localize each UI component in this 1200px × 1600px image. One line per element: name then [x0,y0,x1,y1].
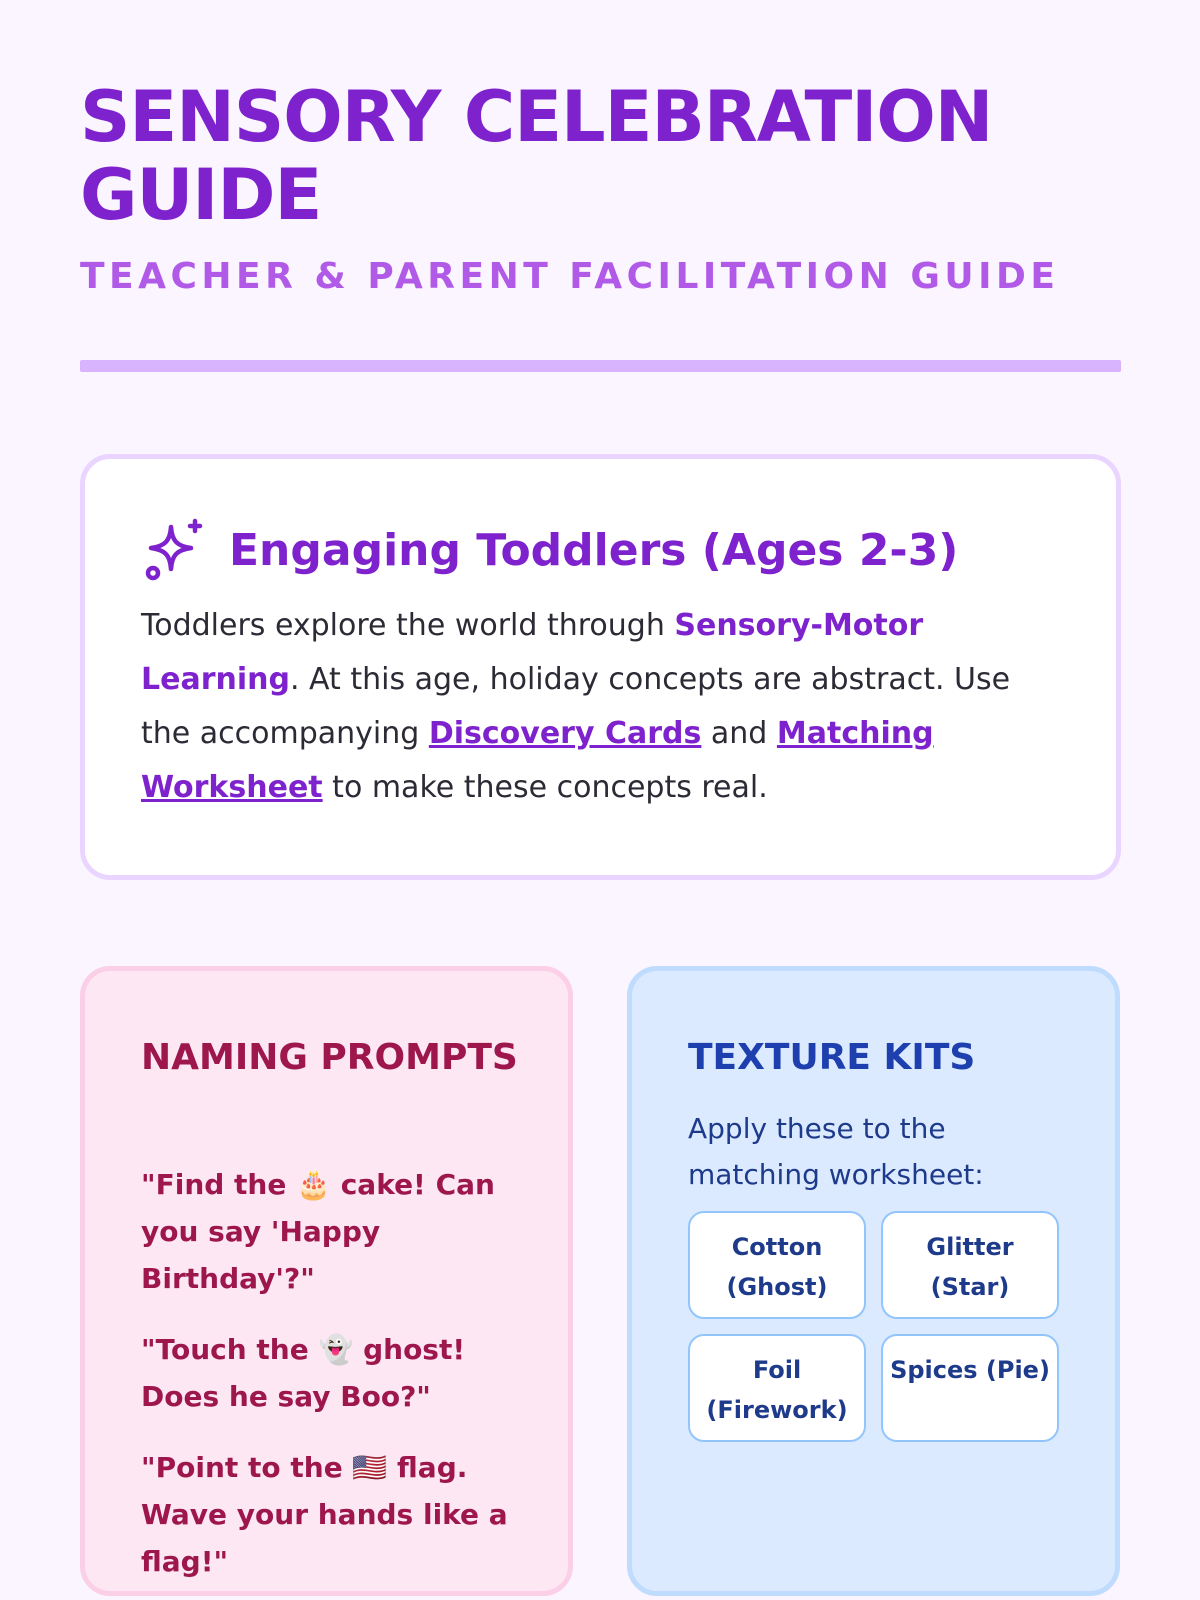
discovery-cards-link[interactable]: Discovery Cards [428,716,702,751]
texture-kits-card [627,966,1120,1596]
page-subtitle: TEACHER & PARENT FACILITATION GUIDE [80,256,1060,297]
texture-chip-spices: Spices (Pie) [881,1334,1059,1442]
prompt-item: "Find the 🎂 cake! Can you say 'Happy Birthday'?" [141,1168,495,1295]
intro-paragraph [141,599,1061,815]
texture-kits-intro: Apply these to the matching worksheet: [688,1112,984,1191]
texture-chip-cotton: Cotton (Ghost) [688,1211,866,1319]
texture-chip-foil: Foil (Firework) [688,1334,866,1442]
intro-text-1: Toddlers explore the world through [141,608,675,643]
intro-text-4: to make these concepts real. [322,770,768,805]
naming-prompts-card [80,966,573,1596]
intro-highlight: Sensory-Motor Learning [141,608,924,697]
prompt-item: "Touch the 👻 ghost! Does he say Boo?" [141,1333,466,1413]
prompt-list [141,1161,531,1600]
texture-chip-glitter: Glitter (Star) [881,1211,1059,1319]
intro-card [80,454,1121,880]
page-title: SENSORY CELEBRATION GUIDE [80,76,993,236]
sparkle-icon [141,517,207,583]
prompt-item: "Point to the 🇺🇸 flag. Wave your hands like a flag!" [141,1451,508,1578]
texture-chip-grid [688,1211,1060,1442]
texture-kits-heading: TEXTURE KITS [688,1037,976,1078]
intro-text-3: and [701,716,777,751]
matching-worksheet-link[interactable]: Matching Worksheet [141,716,934,805]
naming-prompts-heading: NAMING PROMPTS [141,1037,518,1078]
intro-header [141,515,958,585]
intro-text-2: . At this age, holiday concepts are abstract. Use the accompanying [141,662,1011,751]
intro-heading: Engaging Toddlers (Ages 2-3) [229,524,959,576]
header-divider [80,360,1121,372]
